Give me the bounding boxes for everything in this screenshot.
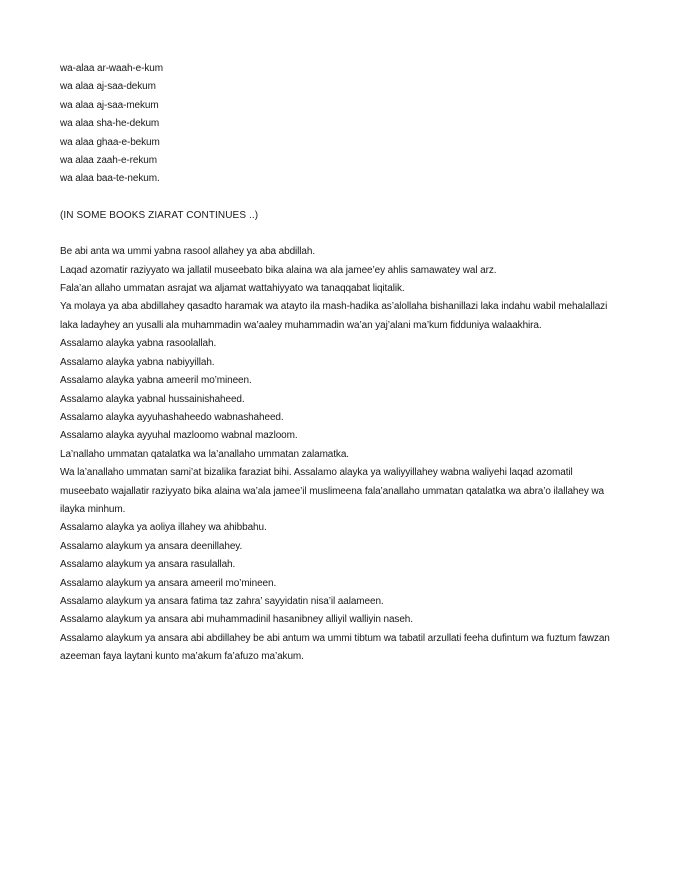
spacer: [60, 225, 680, 243]
ziarat-section: [60, 243, 620, 666]
text-line: Wa la’anallaho ummatan sami’at bizalika faraziat bihi. Assalamo alayka ya waliyyillahey wabna waliyehi laqad azomatil museebato wajallatir raziyyato bika alaina wa’ala jamee’il muslimeena fala’anallaho ummatan qatalatka wa abra’o ilallahey wa ilayka minhum.: [60, 467, 605, 515]
text-line: wa alaa baa-te-nekum.: [60, 173, 160, 185]
text-line: wa alaa zaah-e-rekum: [60, 155, 157, 167]
spacer: [60, 189, 680, 207]
greeting-section: [60, 60, 620, 189]
text-line: Assalamo alaykum ya ansara rasulallah.: [60, 559, 236, 571]
text-line: Fala’an allaho ummatan asrajat wa aljamat wattahiyyato wa tanaqqabat liqitalik.: [60, 283, 405, 295]
text-line: Assalamo alayka yabna ameeril mo’mineen.: [60, 375, 252, 387]
text-line: Assalamo alayka yabnal hussainishaheed.: [60, 393, 245, 405]
text-line: wa alaa aj-saa-mekum: [60, 99, 159, 111]
text-line: Assalamo alaykum ya ansara fatima taz zahra’ sayyidatin nisa’il aalameen.: [60, 595, 384, 607]
text-line: Assalamo alayka yabna nabiyyillah.: [60, 356, 215, 368]
text-line: La’nallaho ummatan qatalatka wa la’anallaho ummatan zalamatka.: [60, 448, 349, 460]
text-line: Assalamo alaykum ya ansara abi muhammadinil hasanibney alliyil walliyin naseh.: [60, 614, 413, 626]
text-line: Laqad azomatir raziyyato wa jallatil museebato bika alaina wa ala jamee’ey ahlis samawatey wal arz.: [60, 264, 497, 276]
text-line: wa-alaa ar-waah-e-kum: [60, 63, 163, 74]
text-line: wa alaa sha-he-dekum: [60, 118, 160, 130]
text-line: Assalamo alayka ayyuhal mazloomo wabnal mazloom.: [60, 430, 298, 442]
text-line: Assalamo alayka ya aoliya illahey wa ahibbahu.: [60, 522, 267, 534]
text-line: Assalamo alayka yabna rasoolallah.: [60, 338, 217, 350]
text-line: Assalamo alaykum ya ansara ameeril mo’mineen.: [60, 577, 277, 589]
text-line: Assalamo alaykum ya ansara deenillahey.: [60, 540, 243, 552]
continues-note: (IN SOME BOOKS ZIARAT CONTINUES ..): [60, 209, 259, 221]
text-line: Be abi anta wa ummi yabna rasool allahey ya aba abdillah.: [60, 246, 316, 258]
text-line: Assalamo alaykum ya ansara abi abdillahey be abi antum wa ummi tibtum wa tabatil arzullati feeha dufintum wa fuztum fawzan azeeman faya laytani kunto ma’akum fa’afuzo ma’akum.: [60, 632, 610, 663]
text-line: Ya molaya ya aba abdillahey qasadto haramak wa atayto ila mash-hadika as’alollaha bishanillazi laka indahu wabil mehalallazi laka ladayhey an yusalli ala muhammadin wa’aaley muhammadin wa’an yaj’alani ma’kum fidduniya walaakhira.: [60, 301, 608, 331]
text-line: wa alaa aj-saa-dekum: [60, 81, 156, 93]
text-line: Assalamo alayka ayyuhashaheedo wabnashaheed.: [60, 411, 284, 423]
text-line: wa alaa ghaa-e-bekum: [60, 136, 160, 148]
